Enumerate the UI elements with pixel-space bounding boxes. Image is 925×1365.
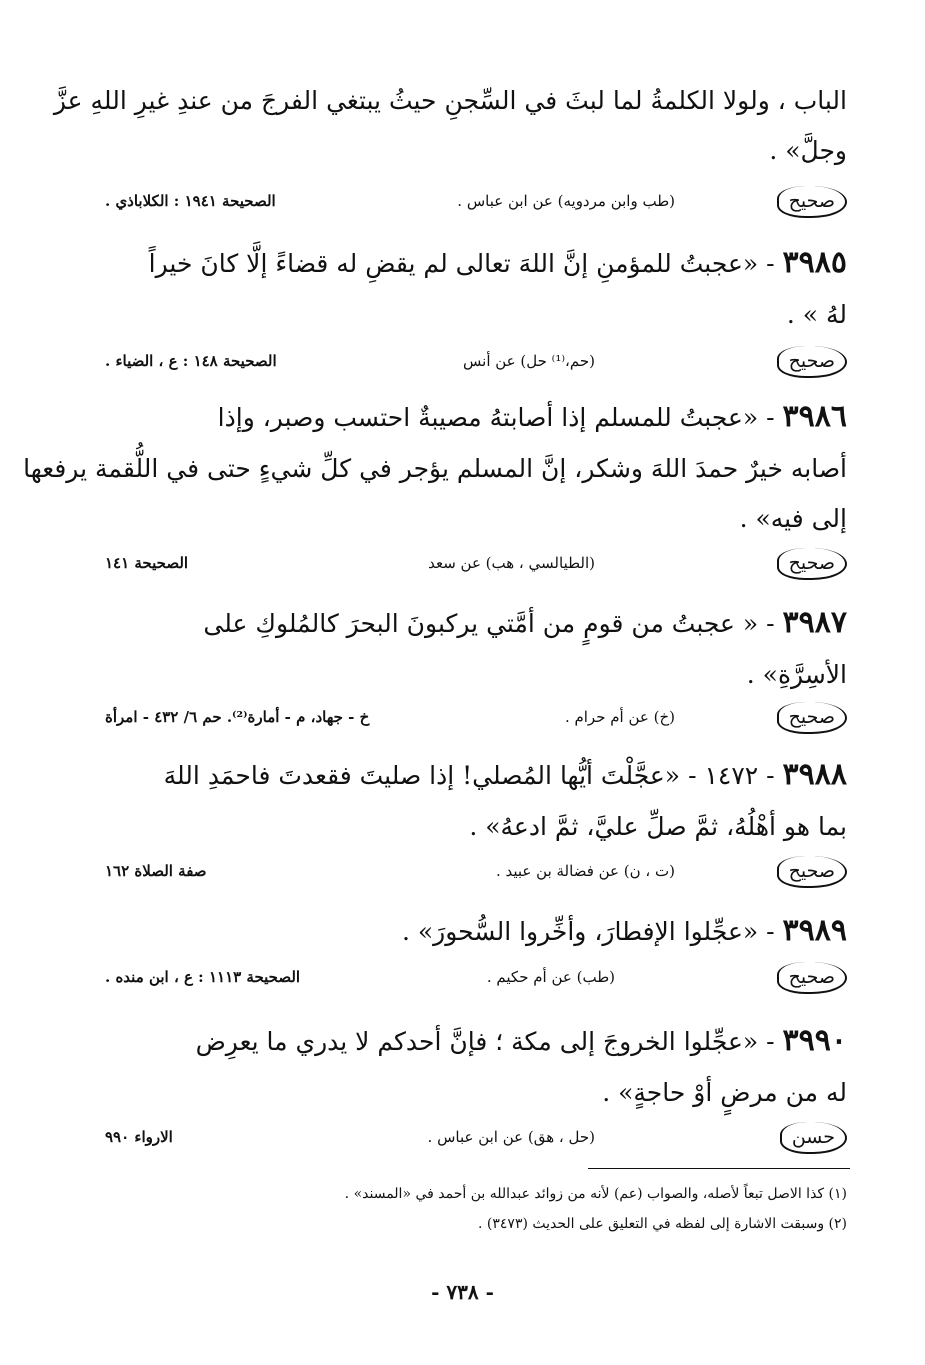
hadith-number: ٣٩٨٧ [782, 605, 847, 640]
source-citation: (طب وابن مردويه) عن ابن عباس . [457, 192, 675, 210]
reference: الصحيحة ١٤٨ : ع ، الضياء . [105, 352, 277, 370]
hadith-3985: ٣٩٨٥ - «عجبتُ للمؤمنِ إنَّ اللهَ تعالى لم يقضِ له قضاءً إلَّا كانَ خيراً [148, 245, 847, 280]
grade-badge: صحيح [777, 346, 847, 378]
hadith-text-line: وجلَّ» . [769, 136, 847, 165]
hadith-text-line: إلى فيه» . [739, 504, 847, 533]
hadith-text-line: أصابه خيرٌ حمدَ اللهَ وشكر، إنَّ المسلم يؤجر في كلِّ شيءٍ حتى في اللُّقمة يرفعها [23, 454, 847, 483]
hadith-text-line: الباب ، ولولا الكلمةُ لما لبثَ في السِّجنِ حيثُ يبتغي الفرجَ من عندِ غيرِ اللهِ عزَّ [53, 86, 847, 115]
hadith-alt-number: ١٤٧٢ - [688, 761, 759, 790]
footnote-divider [588, 1168, 850, 1169]
hadith-3989: ٣٩٨٩ - «عجِّلوا الإفطارَ، وأخِّروا السُّحورَ» . [401, 913, 847, 948]
reference: الصحيحة ١١١٣ : ع ، ابن منده . [105, 968, 301, 986]
reference: خ - جهاد، م - أمارة⁽²⁾. حم ٦/ ٤٣٢ - امرأة [105, 708, 370, 726]
grade-badge: صحيح [777, 856, 847, 888]
hadith-3990: ٣٩٩٠ - «عجِّلوا الخروجَ إلى مكة ؛ فإنَّ أحدكم لا يدري ما يعرِض [195, 1023, 847, 1058]
hadith-text-line: «عجَّلْتَ أيُّها المُصلي! إذا صليتَ فقعدتَ فاحمَدِ اللهَ [163, 761, 681, 790]
hadith-text-line: «عجِّلوا الإفطارَ، وأخِّروا السُّحورَ» . [401, 917, 759, 946]
hadith-text-line: لهُ » . [786, 300, 847, 329]
grade-badge: صحيح [777, 702, 847, 734]
hadith-text-line: « عجبتُ من قومٍ من أمَّتي يركبونَ البحرَ كالمُلوكِ على [203, 609, 759, 638]
hadith-text-line: «عجبتُ للمؤمنِ إنَّ اللهَ تعالى لم يقضِ له قضاءً إلَّا كانَ خيراً [148, 249, 759, 278]
footnote: (١) كذا الاصل تبعاً لأصله، والصواب (عم) لأنه من زوائد عبدالله بن أحمد في «المسند» . [344, 1186, 847, 1202]
hadith-number: ٣٩٨٥ [782, 245, 847, 280]
reference: الصحيحة ١٩٤١ : الكلاباذي . [105, 192, 276, 210]
hadith-3988: ٣٩٨٨ - ١٤٧٢ - «عجَّلْتَ أيُّها المُصلي! إذا صليتَ فقعدتَ فاحمَدِ اللهَ [163, 757, 847, 792]
grade-badge: صحيح [777, 962, 847, 994]
hadith-number: ٣٩٨٩ [782, 913, 847, 948]
footnote: (٢) وسبقت الاشارة إلى لفظه في التعليق على الحديث (٣٤٧٣) . [478, 1216, 847, 1232]
hadith-3986: ٣٩٨٦ - «عجبتُ للمسلم إذا أصابتهُ مصيبةٌ احتسب وصبر، وإذا [217, 399, 847, 434]
source-citation: (خ) عن أم حرام . [564, 708, 675, 726]
hadith-text-line: «عجبتُ للمسلم إذا أصابتهُ مصيبةٌ احتسب وصبر، وإذا [217, 403, 759, 432]
hadith-number: ٣٩٨٨ [782, 757, 847, 792]
grade-badge: صحيح [777, 186, 847, 218]
source-citation: (طب) عن أم حكيم . [486, 968, 615, 986]
reference: صفة الصلاة ١٦٢ [105, 862, 207, 880]
hadith-text-line: «عجِّلوا الخروجَ إلى مكة ؛ فإنَّ أحدكم لا يدري ما يعرِض [195, 1027, 759, 1056]
source-citation: (حم،⁽¹⁾ حل) عن أنس [463, 352, 595, 370]
hadith-number: ٣٩٩٠ [782, 1023, 847, 1058]
source-citation: (ت ، ن) عن فضالة بن عبيد . [495, 862, 675, 880]
reference: الارواء ٩٩٠ [105, 1128, 173, 1146]
source-citation: (حل ، هق) عن ابن عباس . [427, 1128, 595, 1146]
hadith-number: ٣٩٨٦ [782, 399, 847, 434]
hadith-3987: ٣٩٨٧ - « عجبتُ من قومٍ من أمَّتي يركبونَ البحرَ كالمُلوكِ على [203, 605, 847, 640]
hadith-text-line: له من مرضٍ أوْ حاجةٍ» . [602, 1078, 847, 1107]
grade-badge: صحيح [777, 548, 847, 580]
grade-badge: حسن [780, 1122, 847, 1154]
source-citation: (الطيالسي ، هب) عن سعد [428, 554, 595, 572]
hadith-text-line: بما هو أهْلُهُ، ثمَّ صلِّ عليَّ، ثمَّ ادعهُ» . [469, 812, 847, 841]
reference: الصحيحة ١٤١ [105, 554, 189, 572]
hadith-text-line: الأسِرَّةِ» . [746, 660, 847, 689]
page-number: - ٧٣٨ - [431, 1280, 494, 1304]
